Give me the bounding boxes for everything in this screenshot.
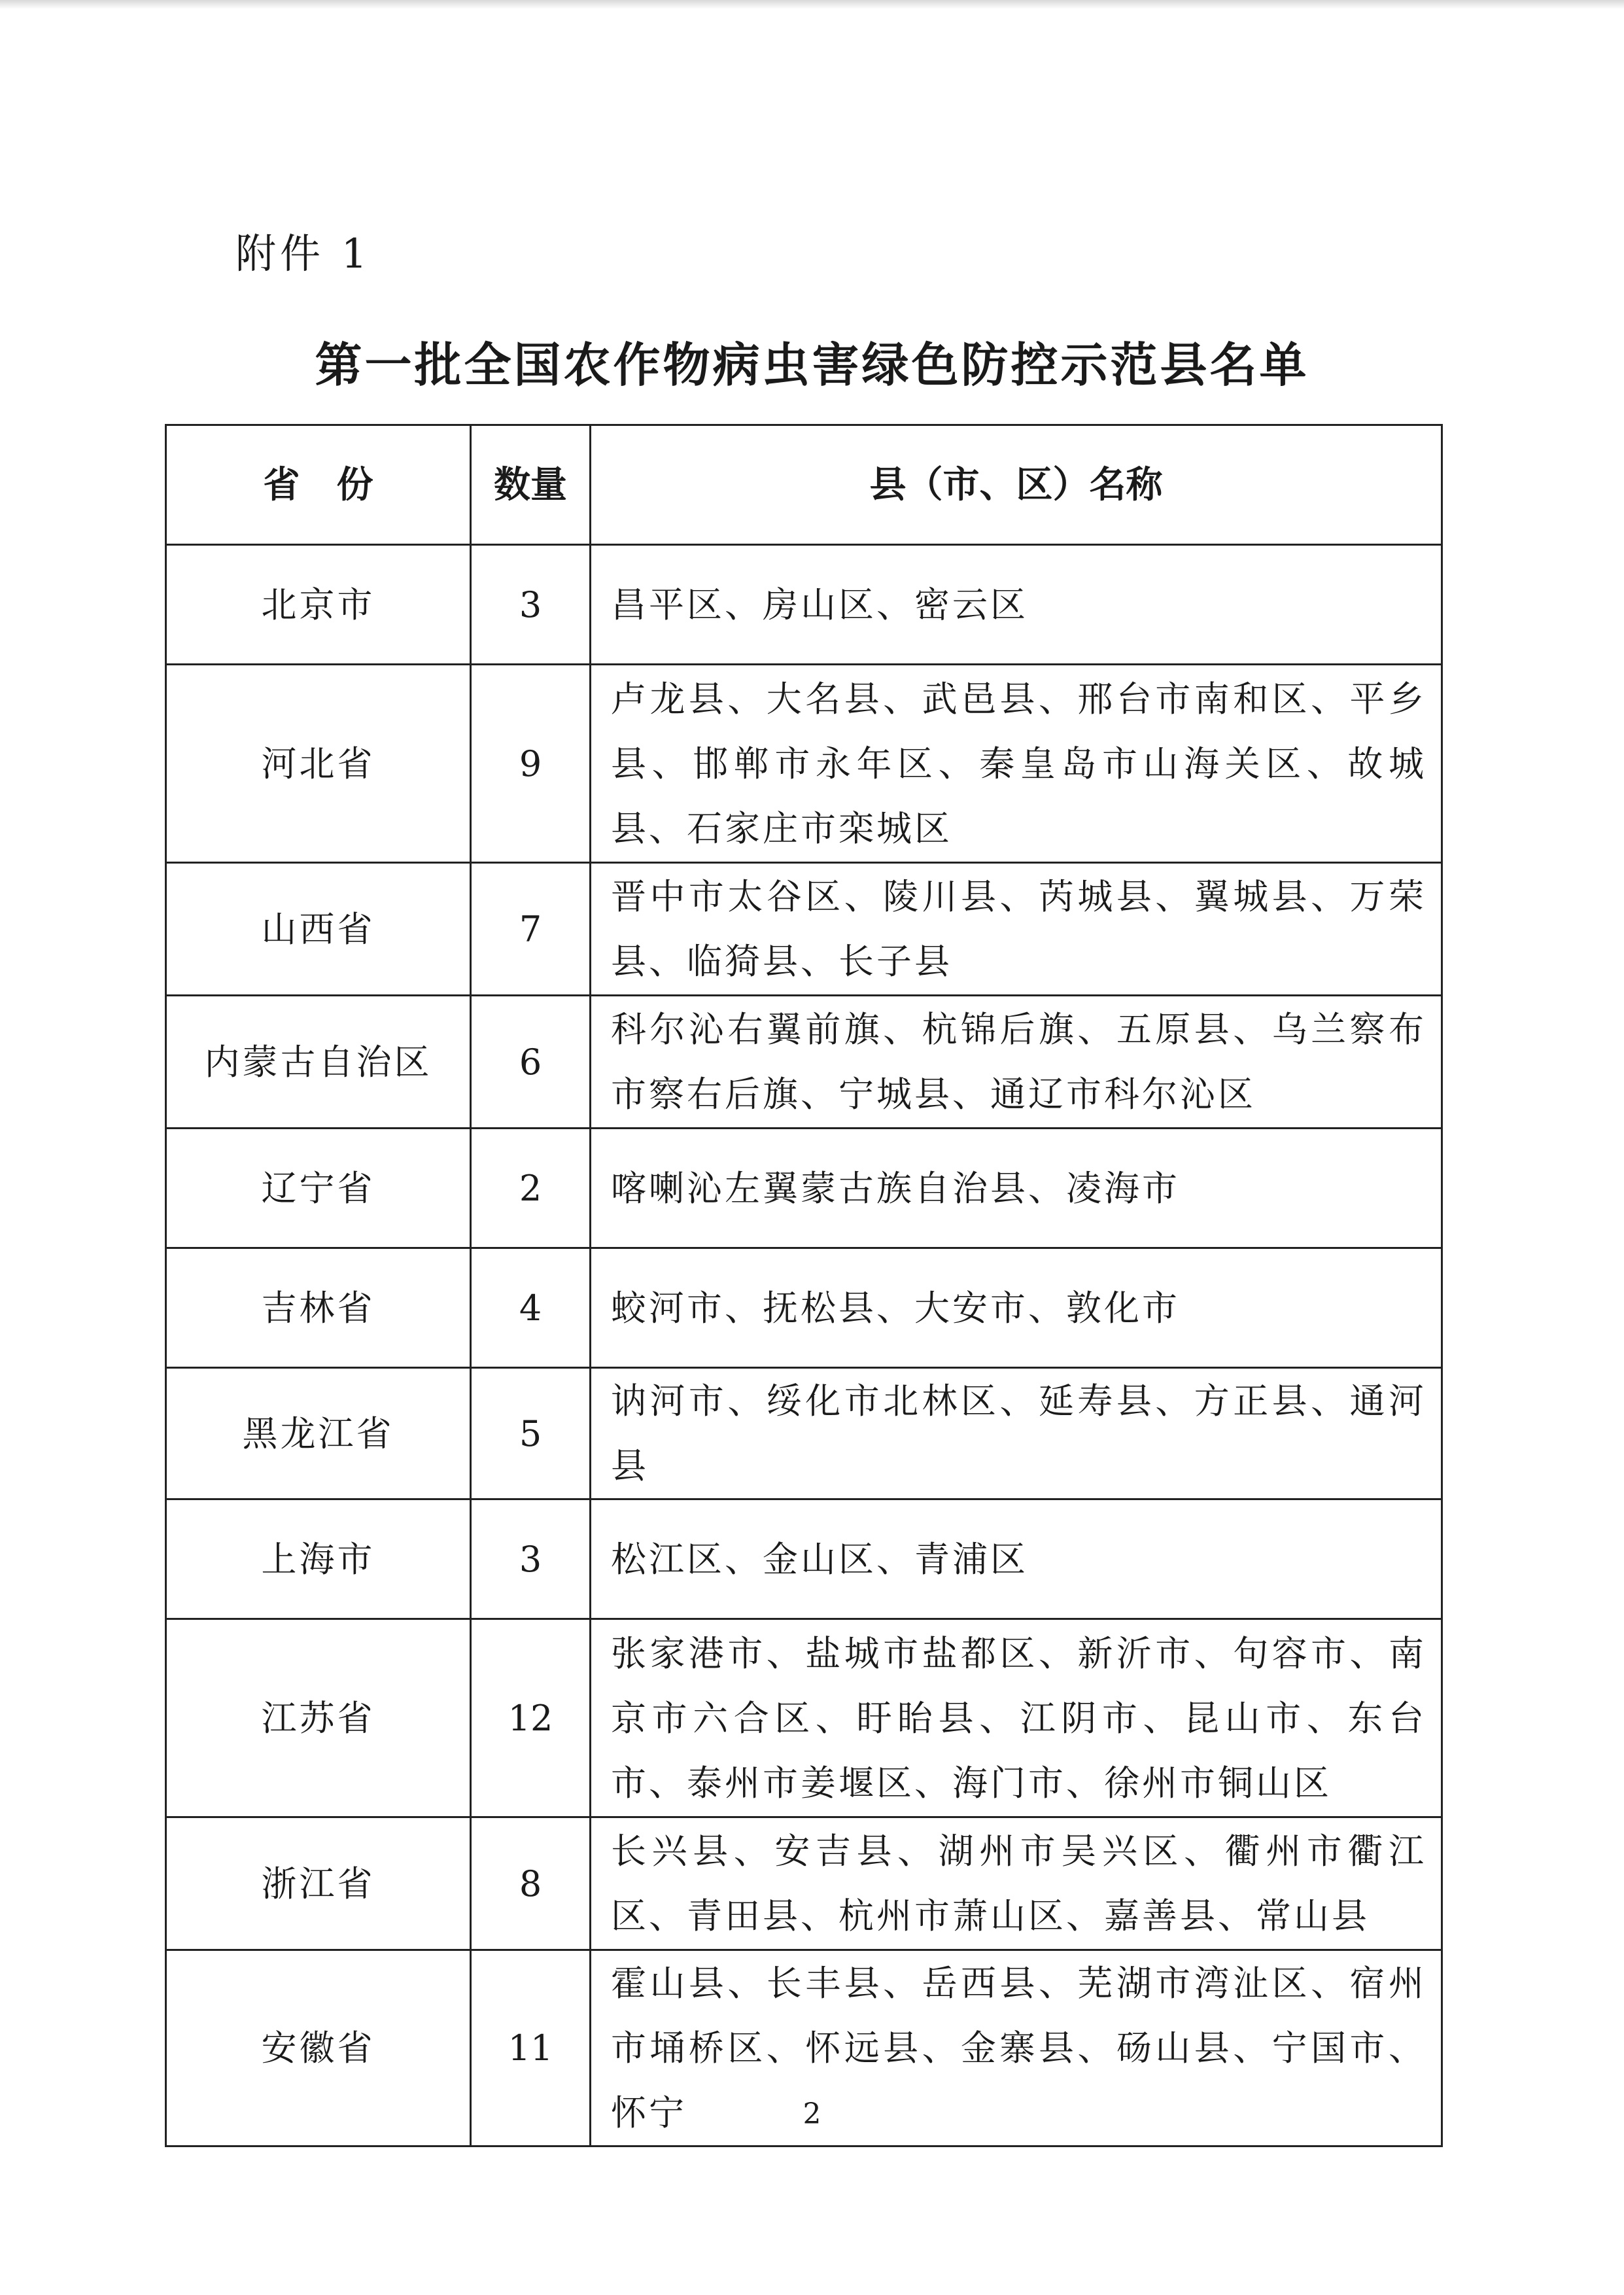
table-row [166, 665, 1442, 863]
province-cell: 上海市 [166, 1499, 471, 1619]
count-cell: 8 [471, 1817, 591, 1950]
count-cell: 5 [471, 1368, 591, 1499]
names-cell: 晋中市太谷区、陵川县、芮城县、翼城县、万荣县、临猗县、长子县 [591, 863, 1442, 996]
names-cell: 喀喇沁左翼蒙古族自治县、凌海市 [591, 1129, 1442, 1248]
names-cell: 科尔沁右翼前旗、杭锦后旗、五原县、乌兰察布市察右后旗、宁城县、通辽市科尔沁区 [591, 996, 1442, 1129]
table-row [166, 863, 1442, 996]
names-cell: 讷河市、绥化市北林区、延寿县、方正县、通河县 [591, 1368, 1442, 1499]
header-province: 省 份 [166, 425, 471, 545]
header-count: 数量 [471, 425, 591, 545]
table-row [166, 1368, 1442, 1499]
names-cell: 卢龙县、大名县、武邑县、邢台市南和区、平乡县、邯郸市永年区、秦皇岛市山海关区、故城县、石家庄市栾城区 [591, 665, 1442, 863]
count-cell: 6 [471, 996, 591, 1129]
table-row [166, 1129, 1442, 1248]
county-list-table [165, 424, 1443, 2147]
province-cell: 北京市 [166, 545, 471, 665]
province-cell: 辽宁省 [166, 1129, 471, 1248]
table-row [166, 545, 1442, 665]
count-cell: 2 [471, 1129, 591, 1248]
province-cell: 安徽省 [166, 1950, 471, 2146]
count-cell: 11 [471, 1950, 591, 2146]
province-cell: 浙江省 [166, 1817, 471, 1950]
count-cell: 7 [471, 863, 591, 996]
province-cell: 江苏省 [166, 1619, 471, 1817]
names-cell: 张家港市、盐城市盐都区、新沂市、句容市、南京市六合区、盱眙县、江阴市、昆山市、东台市、泰州市姜堰区、海门市、徐州市铜山区 [591, 1619, 1442, 1817]
province-cell: 黑龙江省 [166, 1368, 471, 1499]
attachment-label: 附件 1 [235, 230, 371, 277]
province-cell: 山西省 [166, 863, 471, 996]
table-row [166, 1619, 1442, 1817]
page-number: 2 [803, 2097, 821, 2131]
table-row [166, 1499, 1442, 1619]
count-cell: 3 [471, 1499, 591, 1619]
province-cell: 吉林省 [166, 1248, 471, 1368]
count-cell: 3 [471, 545, 591, 665]
table-header-row [166, 425, 1442, 545]
names-cell: 蛟河市、抚松县、大安市、敦化市 [591, 1248, 1442, 1368]
province-cell: 内蒙古自治区 [166, 996, 471, 1129]
page-edge [0, 0, 1624, 9]
names-cell: 霍山县、长丰县、岳西县、芜湖市湾沚区、宿州市埇桥区、怀远县、金寨县、砀山县、宁国市、怀宁 [591, 1950, 1442, 2146]
names-cell: 昌平区、房山区、密云区 [591, 545, 1442, 665]
names-cell: 松江区、金山区、青浦区 [591, 1499, 1442, 1619]
header-names: 县（市、区）名称 [591, 425, 1442, 545]
count-cell: 9 [471, 665, 591, 863]
province-cell: 河北省 [166, 665, 471, 863]
document-title: 第一批全国农作物病虫害绿色防控示范县名单 [315, 338, 1309, 393]
names-cell: 长兴县、安吉县、湖州市吴兴区、衢州市衢江区、青田县、杭州市萧山区、嘉善县、常山县 [591, 1817, 1442, 1950]
table-row [166, 996, 1442, 1129]
table-row [166, 1248, 1442, 1368]
count-cell: 12 [471, 1619, 591, 1817]
table-row [166, 1817, 1442, 1950]
count-cell: 4 [471, 1248, 591, 1368]
